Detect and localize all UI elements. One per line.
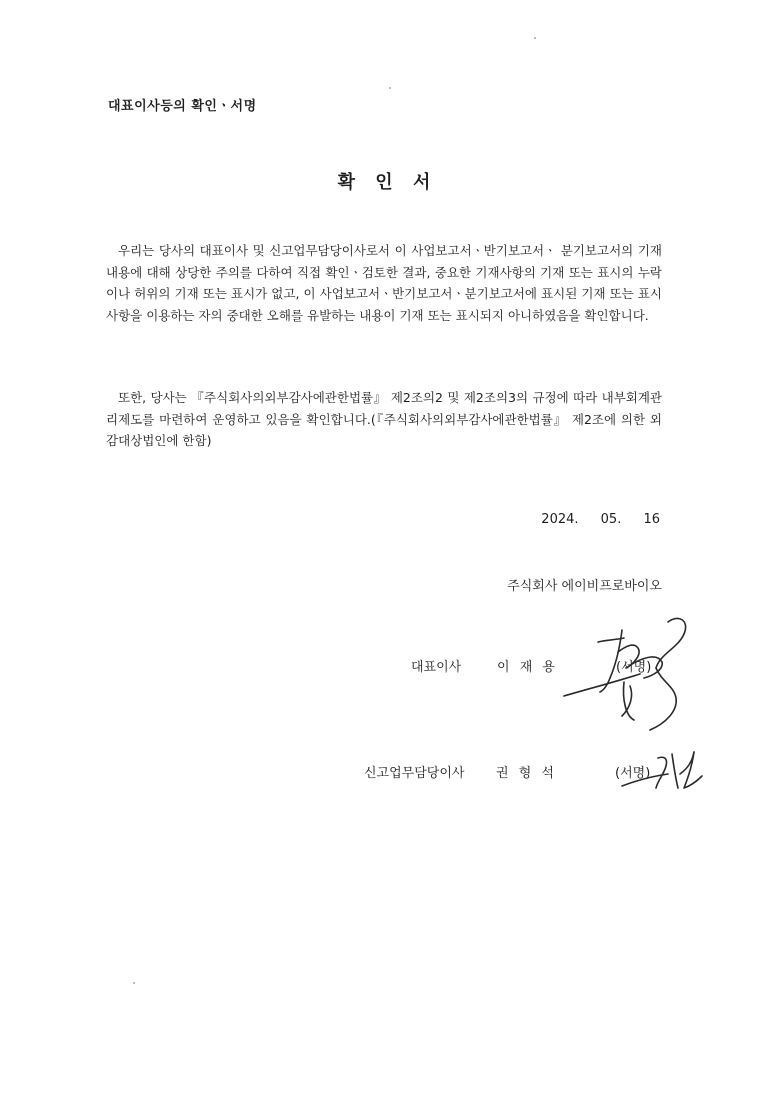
- signature-mark-ceo: (서명): [616, 660, 652, 675]
- document-header: 대표이사등의 확인ㆍ서명: [108, 99, 257, 114]
- document-date: 2024. 05. 16: [541, 512, 660, 527]
- company-name: 주식회사 에이비프로바이오: [507, 579, 662, 594]
- ceo-handwritten-signature: [560, 612, 700, 742]
- signer-name-reporting-director: 권 형 석: [496, 766, 554, 781]
- scan-speck: [534, 37, 536, 39]
- signature-mark-reporting-director: (서명): [615, 766, 651, 781]
- signer-name-ceo: 이 재 용: [497, 660, 555, 675]
- signer-role-ceo: 대표이사: [411, 660, 462, 675]
- internal-control-paragraph: 또한, 당사는 『주식회사의외부감사에관한법률』 제2조의2 및 제2조의3의 규정에 따라 내부회계관리제도를 마련하여 운영하고 있음을 확인합니다.(『주식회사의외부감사에관한법률』 제2조에 의한 외감대상법인에 한함): [106, 390, 662, 449]
- director-handwritten-signature: [618, 744, 708, 794]
- document-title: 확 인 서: [337, 172, 431, 193]
- signer-role-reporting-director: 신고업무담당이사: [364, 766, 465, 781]
- scan-speck: [389, 87, 391, 89]
- confirmation-paragraph: 우리는 당사의 대표이사 및 신고업무담당이사로서 이 사업보고서ㆍ반기보고서ㆍ 분기보고서의 기재내용에 대해 상당한 주의를 다하여 직접 확인ㆍ검토한 결과, 중요한 기재사항의 기재 또는 표시의 누락이나 허위의 기재 또는 표시가 없고, 이 사업보고서ㆍ반기보고서ㆍ분기보고서에 표시된 기재 또는 표시사항을 이용하는 자의 중대한 오해를 유발하는 내용이 기재 또는 표시되지 아니하였음을 확인합니다.: [106, 243, 662, 324]
- scan-speck: [133, 982, 135, 984]
